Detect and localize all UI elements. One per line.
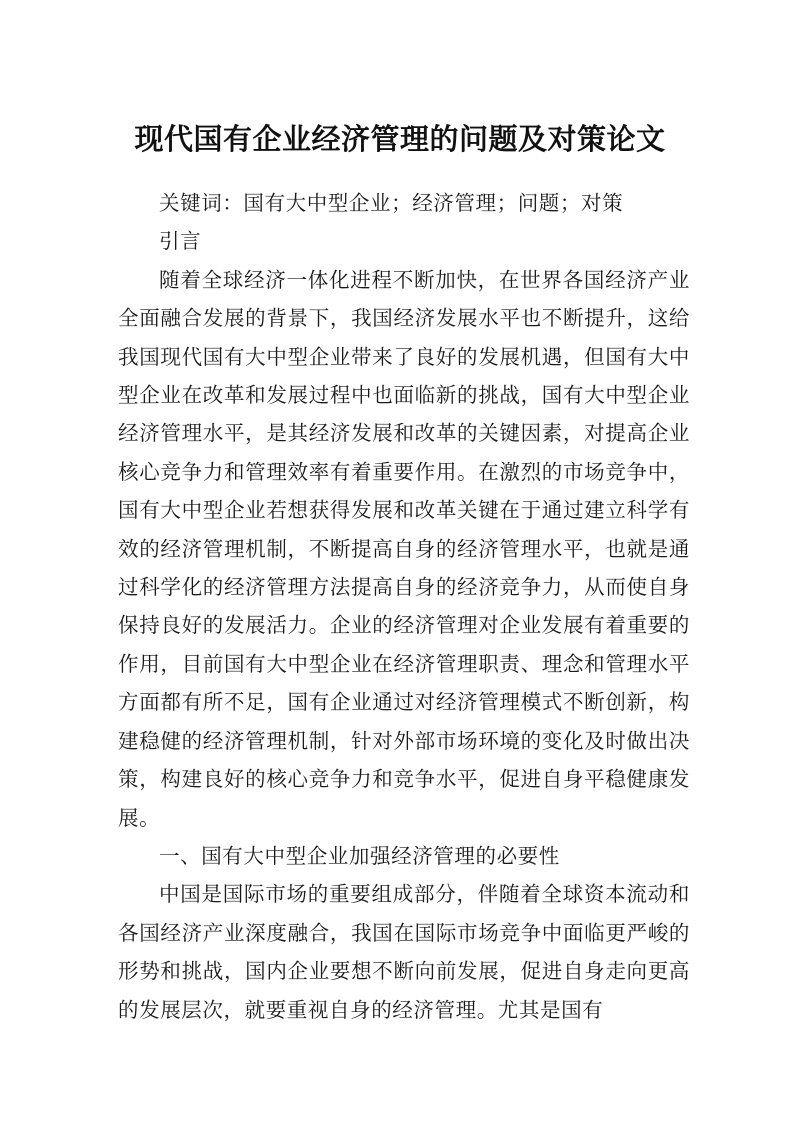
document-title: 现代国有企业经济管理的问题及对策论文 [134,122,666,157]
keywords-line: 关键词：国有大中型企业；经济管理；问题；对策 [159,191,624,215]
intro-paragraph: 随着全球经济一体化进程不断加快，在世界各国经济产业全面融合发展的背景下，我国经济发展水平也不断提升，这给我国现代国有大中型企业带来了良好的发展机遇，但国有大中型企业在改革和发展过程中也面临新的挑战，国有大中型企业经济管理水平，是其经济发展和改革的关键因素，对提高企业核心竞争力和管理效率有着重要作用。在激烈的市场竞争中，国有大中型企业若想获得发展和改革关键在于通过建立科学有效的经济管理机制，不断提高自身的经济管理水平，也就是通过科学化的经济管理方法提高自身的经济竞争力，从而使自身保持良好的发展活力。企业的经济管理对企业发展有着重要的作用，目前国有大中型企业在经济管理职责、理念和管理水平方面都有所不足，国有企业通过对经济管理模式不断创新，构建稳健的经济管理机制，针对外部市场环境的变化及时做出决策，构建良好的核心竞争力和竞争水平，促进自身平稳健康发展。 [118,267,690,830]
document-body [118,184,690,1029]
section-1-paragraph: 中国是国际市场的重要组成部分，伴随着全球资本流动和各国经济产业深度融合，我国在国际市场竞争中面临更严峻的形势和挑战，国内企业要想不断向前发展，促进自身走向更高的发展层次，就要重视自身的经济管理。尤其是国有 [118,882,690,1022]
intro-heading: 引言 [159,229,202,254]
section-1-heading: 一、国有大中型企业加强经济管理的必要性 [159,843,560,868]
